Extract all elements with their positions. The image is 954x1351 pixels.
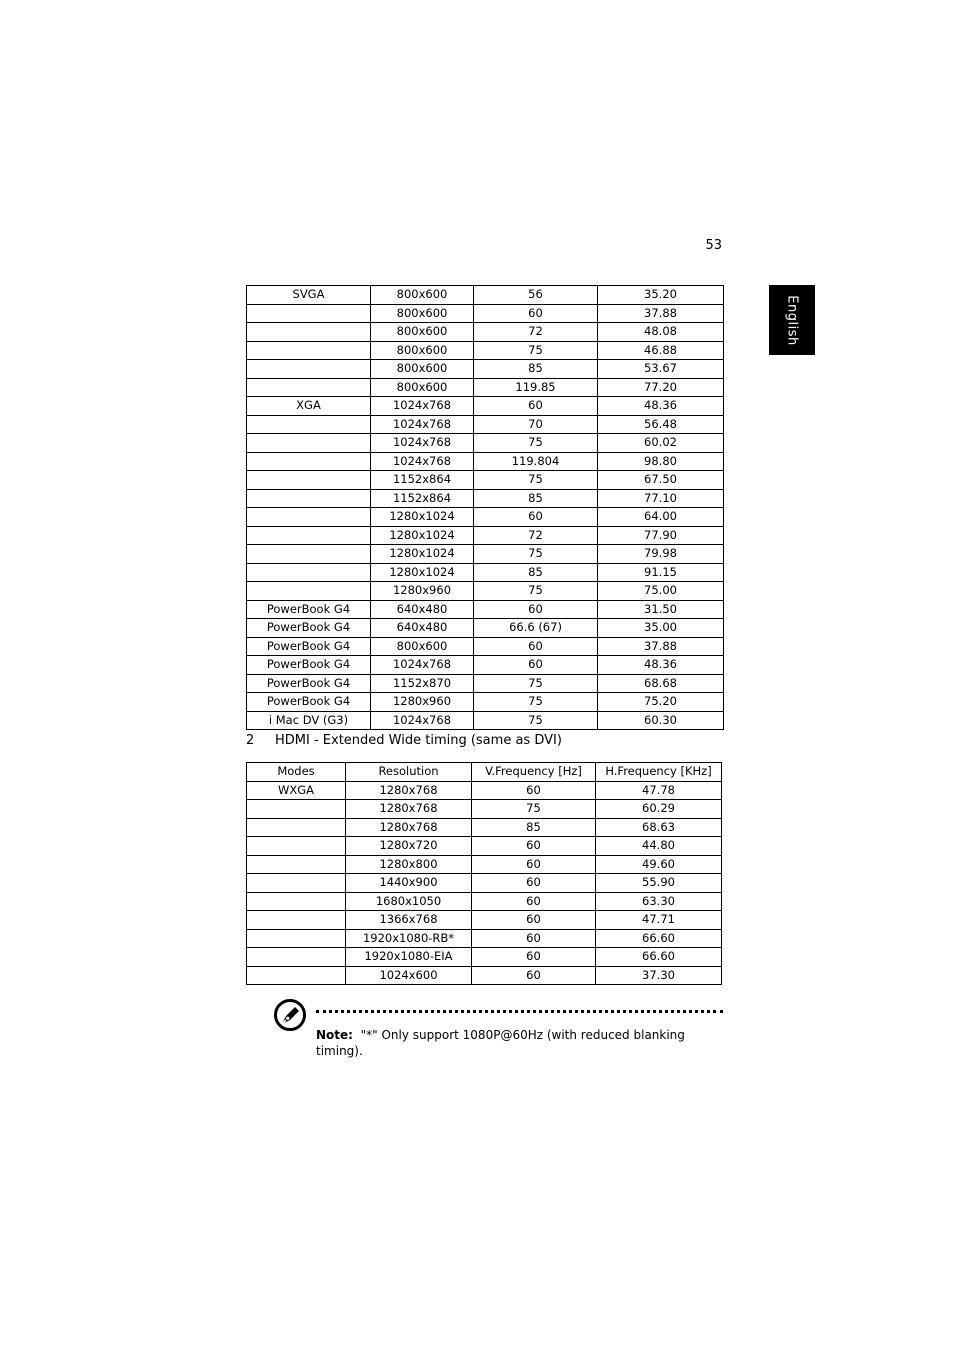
table-cell: 60 xyxy=(474,397,598,416)
table-row xyxy=(247,855,722,874)
table-cell xyxy=(247,304,371,323)
table-cell: 31.50 xyxy=(598,600,724,619)
table-cell: 48.36 xyxy=(598,397,724,416)
table-cell: 85 xyxy=(474,360,598,379)
table-cell: 75.00 xyxy=(598,582,724,601)
table-cell: 48.36 xyxy=(598,656,724,675)
table-cell xyxy=(247,855,346,874)
table-cell xyxy=(247,508,371,527)
table-cell: 66.60 xyxy=(596,929,722,948)
table-cell: 56 xyxy=(474,286,598,305)
table-cell: 68.63 xyxy=(596,818,722,837)
table-cell: 1280x1024 xyxy=(371,545,474,564)
table-cell: 79.98 xyxy=(598,545,724,564)
table-cell: PowerBook G4 xyxy=(247,693,371,712)
table-cell: 1024x768 xyxy=(371,452,474,471)
table-cell: 85 xyxy=(474,563,598,582)
table-cell: 77.10 xyxy=(598,489,724,508)
table-header-row xyxy=(247,763,722,782)
table-cell: 60.02 xyxy=(598,434,724,453)
table-cell: 640x480 xyxy=(371,619,474,638)
table-cell: WXGA xyxy=(247,781,346,800)
table-cell: 48.08 xyxy=(598,323,724,342)
table-cell: 800x600 xyxy=(371,360,474,379)
table-cell xyxy=(247,360,371,379)
table-row xyxy=(247,911,722,930)
table-cell: 60.29 xyxy=(596,800,722,819)
table-cell: 800x600 xyxy=(371,304,474,323)
table-cell: 75 xyxy=(474,434,598,453)
table-cell: 1280x960 xyxy=(371,693,474,712)
table-cell: 119.804 xyxy=(474,452,598,471)
table-cell: PowerBook G4 xyxy=(247,674,371,693)
table-cell: 60 xyxy=(474,637,598,656)
table-cell: 75 xyxy=(474,582,598,601)
table-cell: 60 xyxy=(472,855,596,874)
table-row xyxy=(247,582,724,601)
table-cell: 66.60 xyxy=(596,948,722,967)
table-cell: 37.30 xyxy=(596,966,722,985)
table-cell: 70 xyxy=(474,415,598,434)
column-header: H.Frequency [KHz] xyxy=(596,763,722,782)
table-cell: 56.48 xyxy=(598,415,724,434)
table-cell xyxy=(247,341,371,360)
table-cell: 1280x768 xyxy=(346,818,472,837)
table-cell: 1280x1024 xyxy=(371,563,474,582)
table-cell: 47.78 xyxy=(596,781,722,800)
section-heading xyxy=(246,733,562,748)
table-cell: 37.88 xyxy=(598,304,724,323)
table-row xyxy=(247,378,724,397)
table-row xyxy=(247,966,722,985)
table-row xyxy=(247,929,722,948)
table-cell: 60 xyxy=(472,966,596,985)
table-cell: 75 xyxy=(474,711,598,730)
table-cell: 1152x864 xyxy=(371,471,474,490)
table-cell xyxy=(247,378,371,397)
table-cell: 1280x720 xyxy=(346,837,472,856)
section-title: HDMI - Extended Wide timing (same as DVI) xyxy=(275,733,562,748)
table-cell: 67.50 xyxy=(598,471,724,490)
note-text: Note: "*" Only support 1080P@60Hz (with reduced blanking timing). xyxy=(316,1028,685,1058)
table-cell xyxy=(247,323,371,342)
table-cell xyxy=(247,563,371,582)
table-row xyxy=(247,360,724,379)
table-cell xyxy=(247,818,346,837)
table-cell: 77.20 xyxy=(598,378,724,397)
table-cell: 1680x1050 xyxy=(346,892,472,911)
page-number: 53 xyxy=(705,238,722,253)
table-cell: 1152x870 xyxy=(371,674,474,693)
table-row xyxy=(247,341,724,360)
table-row xyxy=(247,600,724,619)
table-cell xyxy=(247,800,346,819)
table-cell: 1280x768 xyxy=(346,800,472,819)
table-cell: 63.30 xyxy=(596,892,722,911)
table-cell xyxy=(247,948,346,967)
table-cell: 72 xyxy=(474,526,598,545)
table-cell: 60 xyxy=(472,948,596,967)
table-cell: 60.30 xyxy=(598,711,724,730)
table-row xyxy=(247,619,724,638)
table-cell: 1280x800 xyxy=(346,855,472,874)
table-row xyxy=(247,508,724,527)
table-cell xyxy=(247,874,346,893)
note-divider xyxy=(316,1010,723,1013)
table-row xyxy=(247,397,724,416)
table-cell: PowerBook G4 xyxy=(247,656,371,675)
table-cell xyxy=(247,471,371,490)
table-cell: 68.68 xyxy=(598,674,724,693)
table-cell: 75 xyxy=(472,800,596,819)
note-label: Note xyxy=(316,1028,349,1042)
table-cell: 46.88 xyxy=(598,341,724,360)
table-row xyxy=(247,526,724,545)
table-cell: 60 xyxy=(472,892,596,911)
table-row xyxy=(247,452,724,471)
table-cell: 60 xyxy=(472,929,596,948)
column-header: Modes xyxy=(247,763,346,782)
table-row xyxy=(247,434,724,453)
table-cell: 75 xyxy=(474,471,598,490)
table-cell: 75 xyxy=(474,545,598,564)
note-pen-icon xyxy=(273,998,307,1032)
table-cell: 75 xyxy=(474,693,598,712)
table-cell: 1024x768 xyxy=(371,656,474,675)
table-cell: i Mac DV (G3) xyxy=(247,711,371,730)
table-cell: 75 xyxy=(474,341,598,360)
table-cell: 64.00 xyxy=(598,508,724,527)
table-cell: 1024x768 xyxy=(371,415,474,434)
table-cell: 85 xyxy=(472,818,596,837)
table-cell: 1366x768 xyxy=(346,911,472,930)
table-cell xyxy=(247,526,371,545)
table-cell: 1024x768 xyxy=(371,711,474,730)
table-cell: 35.00 xyxy=(598,619,724,638)
table-cell: 75.20 xyxy=(598,693,724,712)
table-cell: 1024x768 xyxy=(371,397,474,416)
table-cell: 1280x960 xyxy=(371,582,474,601)
table-cell: 47.71 xyxy=(596,911,722,930)
language-tab xyxy=(769,285,815,355)
timing-table-1 xyxy=(246,285,724,730)
table-cell: 800x600 xyxy=(371,286,474,305)
table-row xyxy=(247,674,724,693)
table-cell: 60 xyxy=(474,656,598,675)
table-row xyxy=(247,415,724,434)
table-cell: SVGA xyxy=(247,286,371,305)
table-cell: 77.90 xyxy=(598,526,724,545)
table-cell: 119.85 xyxy=(474,378,598,397)
table-row xyxy=(247,892,722,911)
table-cell: 55.90 xyxy=(596,874,722,893)
hdmi-timing-table xyxy=(246,762,722,985)
table-cell: 1280x1024 xyxy=(371,508,474,527)
table-row xyxy=(247,800,722,819)
table-row xyxy=(247,948,722,967)
table-cell: 1280x768 xyxy=(346,781,472,800)
table-row xyxy=(247,323,724,342)
table-cell: 1024x600 xyxy=(346,966,472,985)
table-cell: 98.80 xyxy=(598,452,724,471)
table-row xyxy=(247,637,724,656)
table-cell: 91.15 xyxy=(598,563,724,582)
language-tab-label: English xyxy=(784,294,800,346)
table-cell: 44.80 xyxy=(596,837,722,856)
table-cell: XGA xyxy=(247,397,371,416)
table-row xyxy=(247,489,724,508)
table-cell xyxy=(247,582,371,601)
table-row xyxy=(247,711,724,730)
table-cell xyxy=(247,966,346,985)
table-row xyxy=(247,656,724,675)
table-cell: 49.60 xyxy=(596,855,722,874)
table-cell: 60 xyxy=(472,874,596,893)
table-cell xyxy=(247,837,346,856)
table-cell: PowerBook G4 xyxy=(247,619,371,638)
table-cell: 1440x900 xyxy=(346,874,472,893)
table-cell: 60 xyxy=(472,911,596,930)
table-row xyxy=(247,304,724,323)
section-number: 2 xyxy=(246,733,255,748)
table-cell xyxy=(247,415,371,434)
table-cell xyxy=(247,929,346,948)
table-cell: 1920x1080-EIA xyxy=(346,948,472,967)
note-body: "*" Only support 1080P@60Hz (with reduced blanking timing). xyxy=(316,1028,685,1058)
table-cell xyxy=(247,892,346,911)
table-cell: 60 xyxy=(474,508,598,527)
column-header: V.Frequency [Hz] xyxy=(472,763,596,782)
table-cell: 75 xyxy=(474,674,598,693)
table-cell: 60 xyxy=(472,837,596,856)
table-cell: 1920x1080-RB* xyxy=(346,929,472,948)
table-cell: 35.20 xyxy=(598,286,724,305)
table-cell: 640x480 xyxy=(371,600,474,619)
table-cell: 800x600 xyxy=(371,378,474,397)
table-row xyxy=(247,693,724,712)
table-cell xyxy=(247,434,371,453)
table-cell: 60 xyxy=(474,304,598,323)
table-cell: PowerBook G4 xyxy=(247,600,371,619)
table-cell xyxy=(247,545,371,564)
table-row xyxy=(247,874,722,893)
table-cell: PowerBook G4 xyxy=(247,637,371,656)
column-header: Resolution xyxy=(346,763,472,782)
table-row xyxy=(247,818,722,837)
table-cell: 800x600 xyxy=(371,637,474,656)
table-cell: 37.88 xyxy=(598,637,724,656)
table-cell: 800x600 xyxy=(371,323,474,342)
table-row xyxy=(247,286,724,305)
table-cell: 1152x864 xyxy=(371,489,474,508)
table-cell: 800x600 xyxy=(371,341,474,360)
table-cell xyxy=(247,911,346,930)
table-row xyxy=(247,837,722,856)
table-cell: 53.67 xyxy=(598,360,724,379)
table-row xyxy=(247,545,724,564)
table-cell: 66.6 (67) xyxy=(474,619,598,638)
table-cell: 60 xyxy=(474,600,598,619)
table-cell: 72 xyxy=(474,323,598,342)
table-row xyxy=(247,563,724,582)
table-row xyxy=(247,471,724,490)
table-cell: 85 xyxy=(474,489,598,508)
table-cell: 1024x768 xyxy=(371,434,474,453)
table-cell: 1280x1024 xyxy=(371,526,474,545)
table-cell xyxy=(247,452,371,471)
table-cell: 60 xyxy=(472,781,596,800)
table-row xyxy=(247,781,722,800)
table-cell xyxy=(247,489,371,508)
